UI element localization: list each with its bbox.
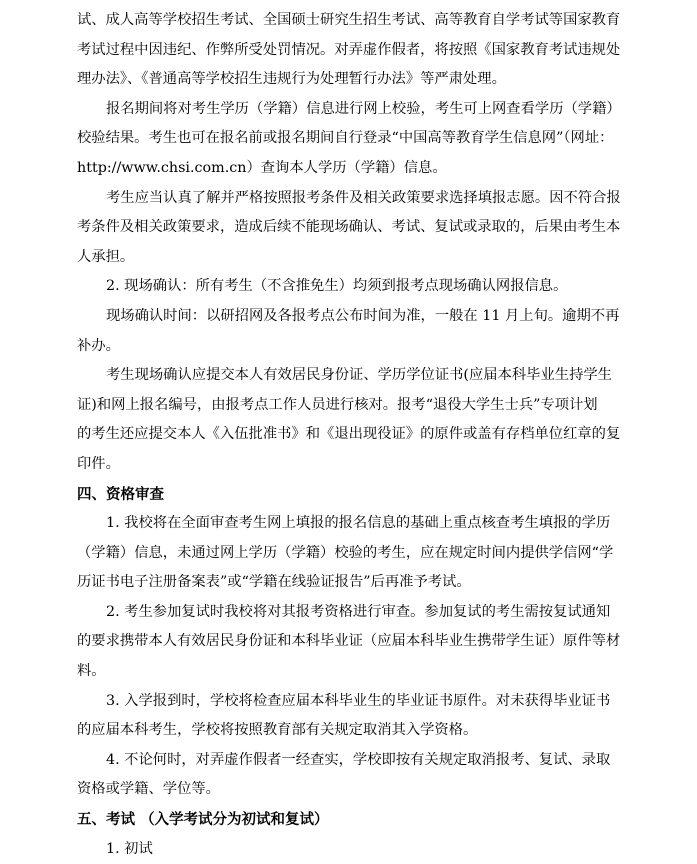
section-heading-exam-title: 五、考试	[77, 811, 135, 829]
text-line: 2. 现场确认：所有考生（不含推免生）均须到报考点现场确认网报信息。	[106, 278, 568, 295]
text-line: 1. 我校将在全面审查考生网上填报的报名信息的基础上重点核查考生填报的学历	[106, 515, 611, 532]
text-line: 补办。	[77, 337, 120, 354]
text-line: 考条件及相关政策要求，造成后续不能现场确认、考试、复试或录取的，后果由考生本	[77, 219, 621, 236]
section-heading-exam	[77, 805, 619, 835]
text-line: 校验结果。考生也可在报名前或报名期间自行登录“中国高等教育学生信息网”（网址：	[77, 130, 614, 147]
text-line: 的要求携带本人有效居民身份证和本科毕业证（应届本科毕业生携带学生证）原件等材	[77, 633, 621, 650]
paragraph-onsite-confirmation	[77, 272, 619, 302]
paragraph-preliminary-exam	[77, 835, 619, 864]
paragraph-penalty-notice	[77, 6, 619, 95]
paragraph-record-verification	[77, 95, 619, 184]
text-line: 考试过程中因违纪、作弊所受处罚情况。对弄虚作假者，将按照《国家教育考试违规处	[77, 41, 621, 58]
text-line: 2. 考生参加复试时我校将对其报考资格进行审查。参加复试的考生需按复试通知	[106, 603, 611, 620]
paragraph-application-conditions	[77, 184, 619, 273]
text-line: 资格或学籍、学位等。	[77, 781, 220, 798]
text-line: （学籍）信息，未通过网上学历（学籍）校验的考生，应在规定时间内提供学信网“学	[77, 544, 614, 561]
text-line: http://www.chsi.com.cn）查询本人学历（学籍）信息。	[77, 159, 447, 176]
text-line: 印件。	[77, 455, 120, 472]
section-heading-qualification-review: 四、资格审查	[77, 485, 164, 503]
paragraph-confirmation-documents	[77, 361, 619, 479]
text-line: 现场确认时间：以研招网及各报考点公布时间为准，一般在 11 月上旬。逾期不再	[106, 307, 620, 324]
paragraph-confirmation-time	[77, 302, 619, 361]
text-line: 历证书电子注册备案表”或“学籍在线验证报告”后再准予考试。	[77, 574, 471, 591]
text-line: 考生现场确认应提交本人有效居民身份证、学历学位证书(应届本科毕业生持学生	[106, 367, 612, 384]
text-line: 试、成人高等学校招生考试、全国硕士研究生招生考试、高等教育自学考试等国家教育	[77, 12, 621, 28]
paragraph-review-item-2	[77, 598, 619, 687]
text-line: 考生应当认真了解并严格按照报考条件及相关政策要求选择填报志愿。因不符合报	[106, 189, 621, 206]
text-line: 1. 初试	[106, 840, 153, 857]
paragraph-review-item-1	[77, 509, 619, 598]
text-line: 4. 不论何时，对弄虚作假者一经查实，学校即按有关规定取消报考、复试、录取	[106, 751, 611, 768]
paragraph-review-item-3	[77, 687, 619, 746]
text-line: 证)和网上报名编号，由报考点工作人员进行核对。报考“退役大学生士兵”专项计划	[77, 396, 598, 413]
section-heading-exam-note: （入学考试分为初试和复试）	[140, 811, 329, 829]
text-line: 料。	[77, 663, 106, 680]
text-line: 理办法》、《普通高等学校招生违规行为处理暂行办法》等严肃处理。	[77, 71, 506, 88]
text-line: 报名期间将对考生学历（学籍）信息进行网上校验，考生可上网查看学历（学籍）	[106, 100, 621, 117]
paragraph-review-item-4	[77, 746, 619, 805]
text-line: 的应届本科考生，学校将按照教育部有关规定取消其入学资格。	[77, 722, 478, 739]
text-line: 3. 入学报到时，学校将检查应届本科毕业生的毕业证书原件。对未获得毕业证书	[106, 692, 611, 709]
text-line: 人承担。	[77, 248, 135, 265]
text-line: 的考生还应提交本人《入伍批准书》和《退出现役证》的原件或盖有存档单位红章的复	[77, 426, 621, 443]
